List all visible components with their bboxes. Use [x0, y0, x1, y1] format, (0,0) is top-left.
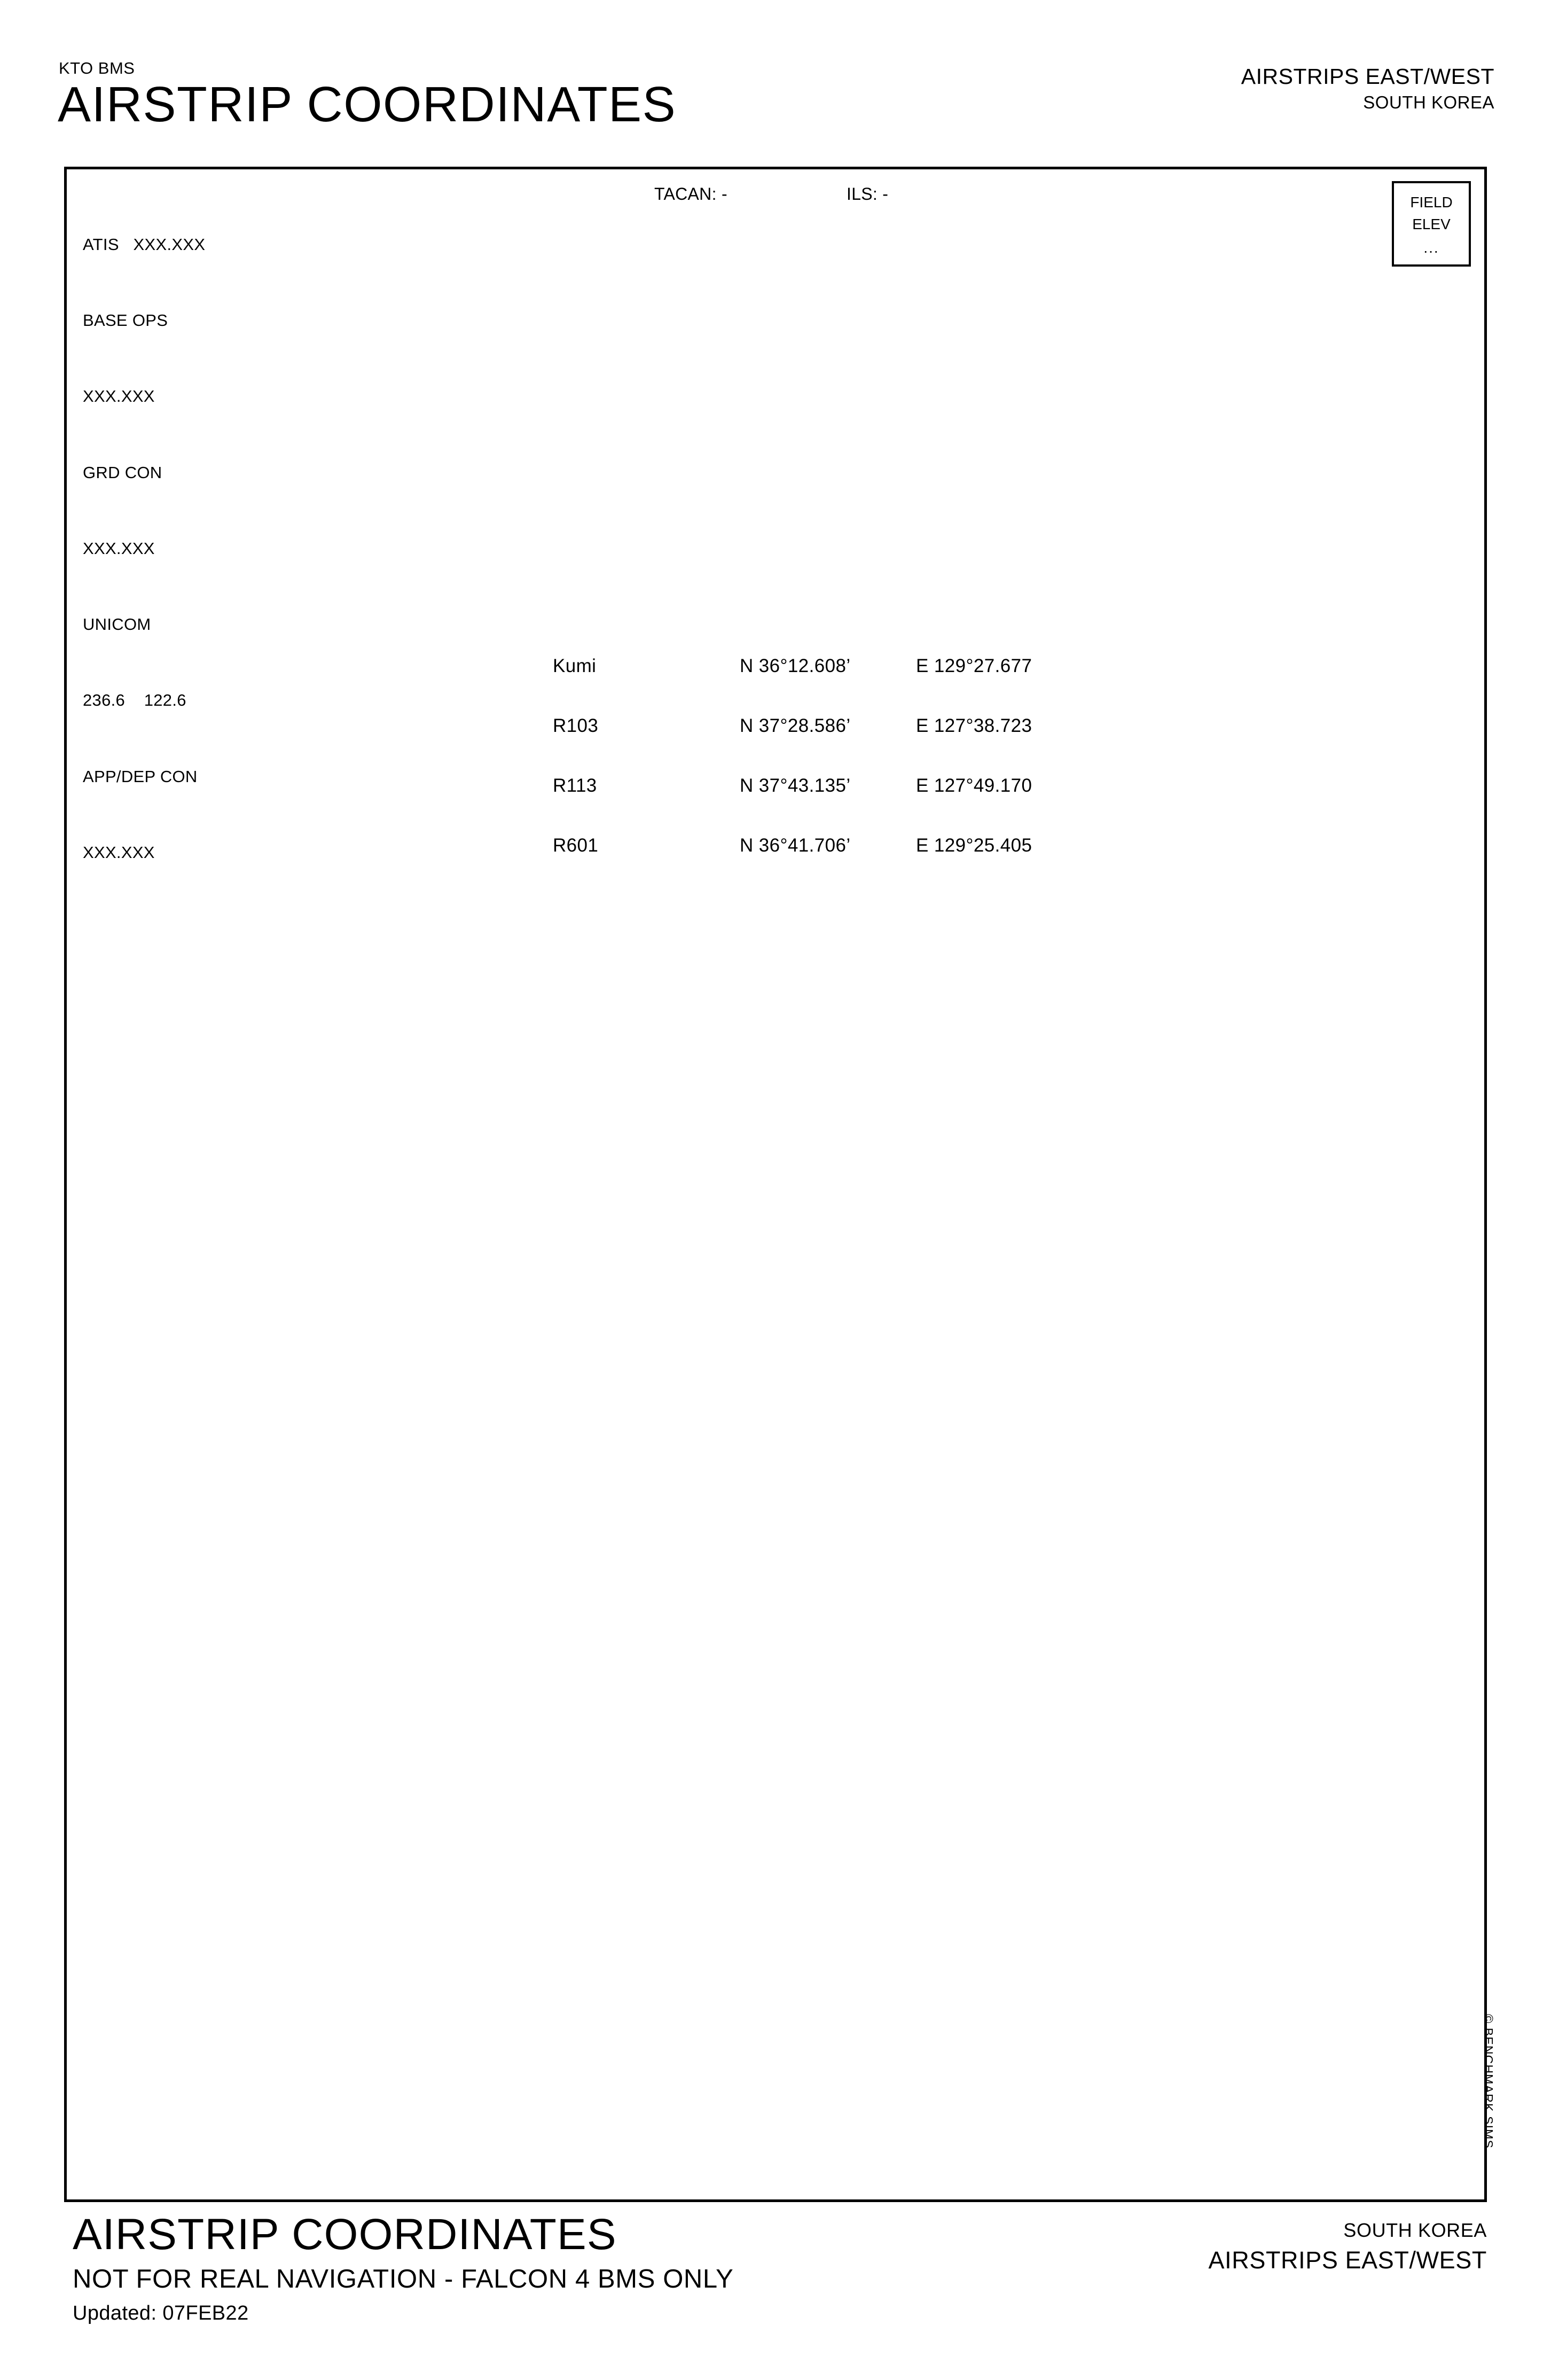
footer-right-block [1209, 2218, 1487, 2275]
tacan-value: TACAN: - [654, 184, 727, 204]
airstrip-longitude: E 129°25.405 [916, 835, 1032, 856]
comms-line: 236.6 122.6 [83, 691, 186, 710]
comms-line: BASE OPS [83, 311, 168, 330]
table-row [489, 715, 1183, 775]
ils-value: ILS: - [847, 184, 889, 204]
comms-line: GRD CON [83, 463, 162, 482]
comms-line: APP/DEP CON [83, 767, 198, 786]
airstrip-longitude: E 127°49.170 [916, 775, 1032, 796]
airstrip-latitude: N 37°43.135’ [740, 775, 851, 796]
comms-line: UNICOM [83, 615, 151, 634]
airstrip-latitude: N 36°41.706’ [740, 835, 851, 856]
header-region: AIRSTRIPS EAST/WEST [1241, 64, 1494, 89]
header-kicker: KTO BMS [59, 59, 135, 77]
header-left-block [58, 59, 677, 132]
field-elevation-box [1392, 181, 1471, 267]
side-copyright: © BENCHMARK SIMS [1482, 2014, 1495, 2149]
footer-updated: Updated: 07FEB22 [73, 2302, 249, 2325]
page-header [58, 60, 1494, 156]
navaid-info [654, 184, 888, 204]
airstrip-longitude: E 127°38.723 [916, 715, 1032, 736]
footer-region: AIRSTRIPS EAST/WEST [1208, 2246, 1487, 2274]
coordinate-table [489, 656, 1183, 895]
footer-left-block [73, 2212, 733, 2325]
table-row [489, 835, 1183, 895]
airstrip-name: R103 [553, 715, 599, 736]
footer-country: SOUTH KOREA [1343, 2219, 1487, 2241]
footer-disclaimer: NOT FOR REAL NAVIGATION - FALCON 4 BMS ONLY [73, 2265, 734, 2294]
table-row [489, 656, 1183, 715]
airstrip-latitude: N 36°12.608’ [740, 656, 851, 676]
comms-line: XXX.XXX [83, 387, 155, 406]
page-footer [64, 2212, 1487, 2372]
comms-line: XXX.XXX [83, 539, 155, 558]
footer-title: AIRSTRIP COORDINATES [73, 2210, 617, 2259]
header-right-block [1241, 64, 1494, 114]
airstrip-name: R113 [553, 775, 597, 796]
field-elev-value: ... [1423, 239, 1439, 256]
comms-block [83, 181, 205, 916]
table-row [489, 775, 1183, 835]
chart-body [64, 167, 1487, 2202]
airstrip-longitude: E 129°27.677 [916, 656, 1032, 676]
airstrip-latitude: N 37°28.586’ [740, 715, 851, 736]
comms-line: XXX.XXX [83, 842, 155, 862]
airstrip-name: R601 [553, 835, 599, 856]
field-elev-label-1: FIELD [1410, 194, 1453, 210]
airstrip-name: Kumi [553, 656, 597, 676]
header-country: SOUTH KOREA [1363, 92, 1494, 113]
page-title: AIRSTRIP COORDINATES [58, 76, 677, 132]
comms-line: ATIS XXX.XXX [83, 235, 206, 254]
field-elev-label-2: ELEV [1412, 215, 1451, 232]
